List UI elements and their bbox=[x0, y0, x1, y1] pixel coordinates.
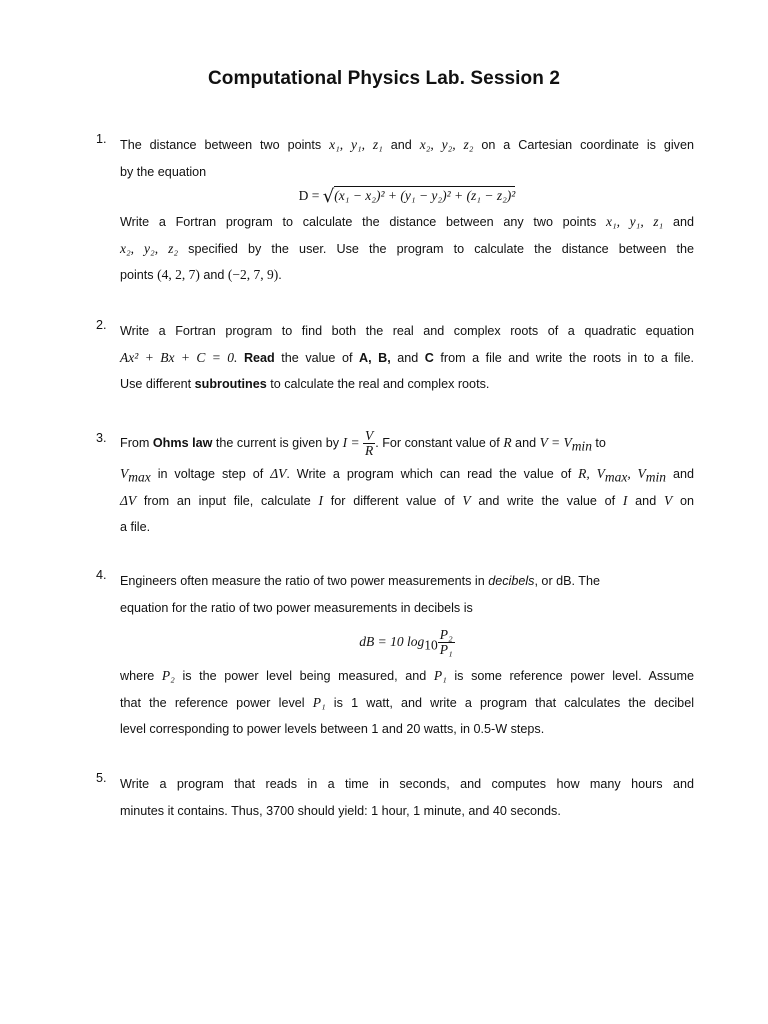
page-title: Computational Physics Lab. Session 2 bbox=[207, 68, 561, 89]
problem-3-line-1: From Ohms law the current is given by I = $\frac{V}{R}$ . For constant value of R and $V = V_{min}$ to bbox=[120, 428, 606, 459]
problem-4-line-3: where P₂ is the power level being measured, and P₁ is some reference power level. Assume bbox=[120, 668, 694, 684]
sqrt-symbol: √ bbox=[322, 186, 335, 208]
problem-2-line-3: Use different subroutines to calculate the real and complex roots. bbox=[120, 377, 490, 392]
problem-number: 3. bbox=[96, 431, 107, 445]
power-ratio-fraction: $\frac{\text{P₂}}{\text{P₁}}$ bbox=[439, 627, 453, 658]
problem-3-line-2: $V_{max}$ in voltage step of ΔV. Write a program which can read the value of R, $V_{max}$, $V_{min}$ and bbox=[120, 466, 695, 485]
problem-1-line-1: The distance between two points x₁, y₁, z₁ and x₂, y₂, z₂ on a Cartesian coordinate is given bbox=[120, 137, 694, 152]
problem-1-line-5: points (4, 2, 7) and (−2, 7, 9). bbox=[120, 267, 282, 283]
problem-number: 2. bbox=[96, 318, 107, 332]
decibel-equation: dB = 10 $\log_{10}$ $\frac{\text{P₂}}{\text{P₁}}$ bbox=[359, 627, 453, 658]
problem-1-line-4: x₂, y₂, z₂ specified by the user. Use the program to calculate the distance between the bbox=[120, 240, 694, 256]
problem-5-line-1: Write a program that reads in a time in seconds, and computes how many hours and bbox=[120, 777, 694, 791]
problem-4-line-5: level corresponding to power levels between 1 and 20 watts, in 0.5-W steps. bbox=[120, 722, 545, 737]
problem-3-line-4: a file. bbox=[120, 520, 151, 535]
problem-2-line-1: Write a Fortran program to find both the real and complex roots of a quadratic equation bbox=[120, 324, 694, 338]
problem-4-line-4: that the reference power level P₁ is 1 watt, and write a program that calculates the decibel bbox=[120, 694, 694, 710]
problem-5-line-2: minutes it contains. Thus, 3700 should yield: 1 hour, 1 minute, and 40 seconds. bbox=[120, 803, 561, 818]
problem-4-line-1: Engineers often measure the ratio of two power measurements in decibels, or dB. The bbox=[120, 574, 601, 588]
problem-number: 5. bbox=[96, 771, 107, 785]
problem-2-line-2: Ax² + Bx + C = 0. Read the value of A, B, and C from a file and write the roots in to a file. bbox=[120, 349, 695, 365]
problem-4-line-2: equation for the ratio of two power measurements in decibels is bbox=[120, 600, 473, 615]
distance-equation: D = √(x₁ − x₂)² + (y₁ − y₂)² + (z₁ − z₂)² bbox=[298, 186, 516, 208]
problem-1-line-3: Write a Fortran program to calculate the distance between any two points x₁, y₁, z₁ and bbox=[120, 214, 694, 230]
problem-number: 4. bbox=[96, 568, 107, 582]
ohms-fraction: $\frac{V}{R}$ bbox=[364, 428, 374, 459]
problem-1-line-2: by the equation bbox=[120, 164, 207, 179]
problem-number: 1. bbox=[96, 132, 107, 146]
problem-3-line-3: ΔV from an input file, calculate I for different value of V and write the value of I and V on bbox=[120, 492, 694, 508]
